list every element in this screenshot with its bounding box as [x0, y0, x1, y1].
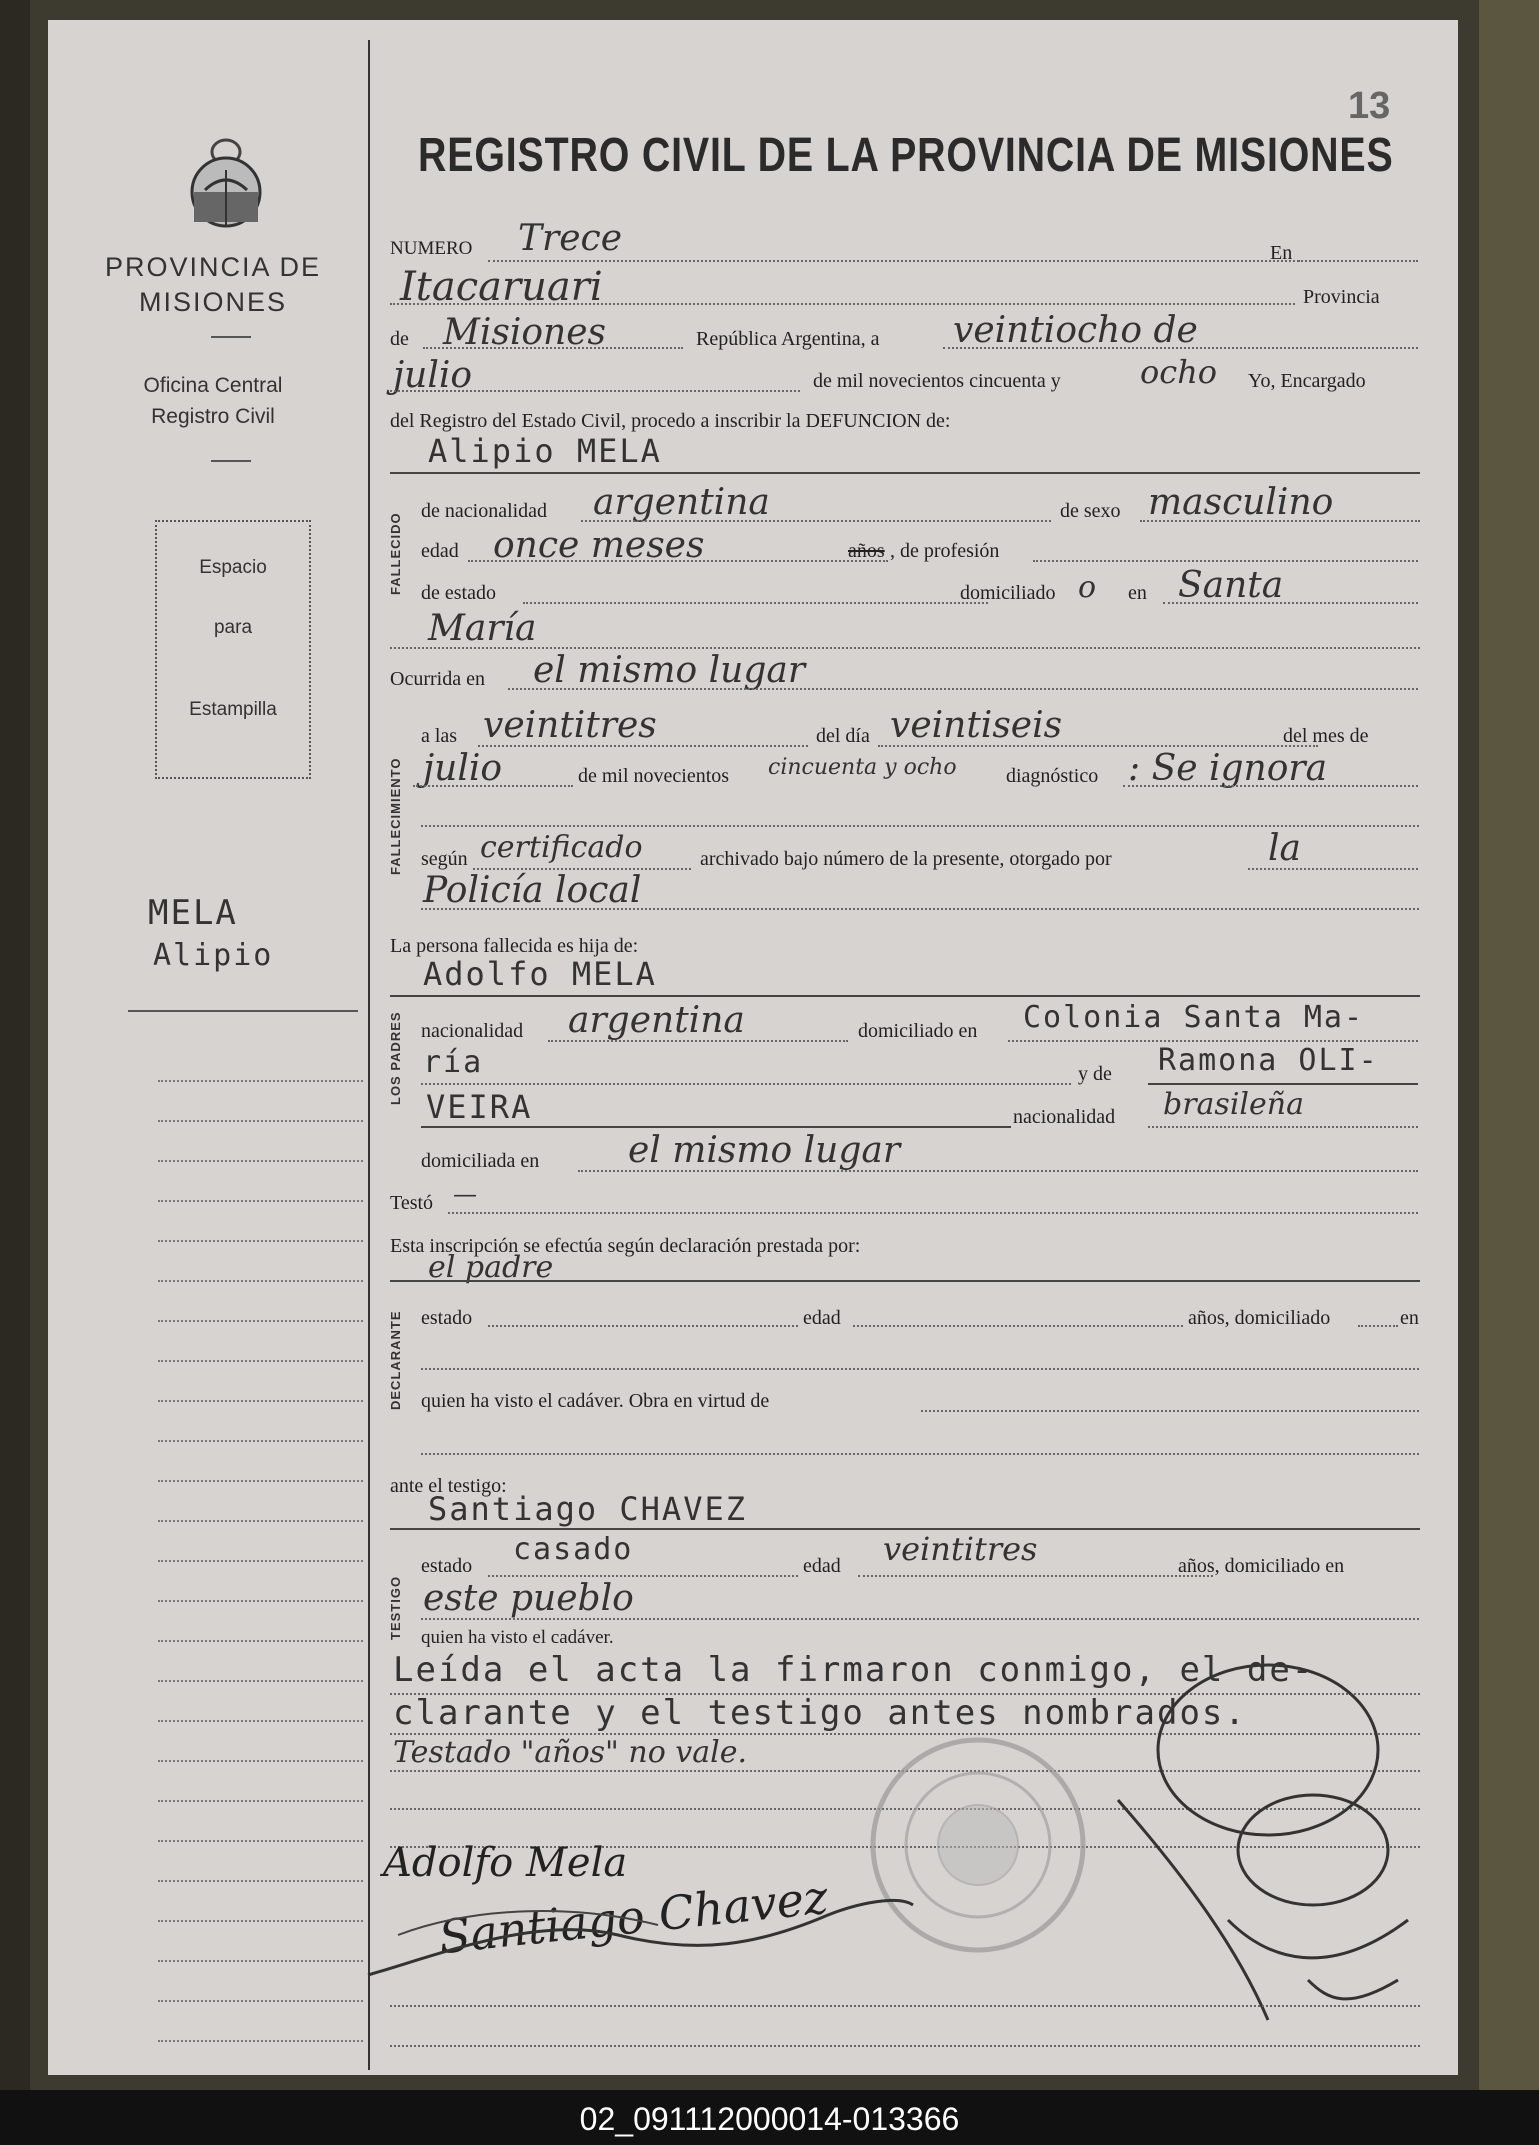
- signature-flourish: [358, 1875, 918, 1995]
- line: [448, 1212, 1418, 1214]
- line: [390, 2045, 1420, 2047]
- line: [523, 602, 988, 604]
- line: [1358, 1325, 1398, 1327]
- padre-value: Adolfo MELA: [423, 955, 657, 993]
- line: [548, 1040, 848, 1042]
- anos-dom-label: años, domiciliado: [1188, 1307, 1331, 1329]
- closing-line-2: clarante y el testigo antes nombrados.: [393, 1693, 1247, 1733]
- date-month-value: julio: [393, 355, 473, 396]
- mesde-label: del mes de: [1283, 725, 1369, 747]
- line: [508, 688, 1418, 690]
- estado2-label: estado: [421, 1307, 473, 1329]
- line: [390, 995, 1420, 997]
- left-page-edge: [0, 0, 30, 2090]
- line: [921, 1410, 1419, 1412]
- margin-note-rule: [128, 1010, 358, 1012]
- place-value: Itacaruari: [400, 264, 603, 310]
- sidebar-ruled-line: [158, 1760, 363, 1762]
- sidebar-ruled-line: [158, 1560, 363, 1562]
- section-label-fallecimiento: FALLECIMIENTO: [388, 757, 403, 875]
- line: [390, 472, 1420, 474]
- provincia-value: Misiones: [443, 312, 607, 353]
- sidebar-ruled-line: [158, 1520, 363, 1522]
- line: [488, 260, 1303, 262]
- nac-padre-label: nacionalidad: [421, 1020, 524, 1042]
- sidebar-ruled-line: [158, 1200, 363, 1202]
- domicilio-value-1: Santa: [1178, 565, 1284, 606]
- yo-label: Yo, Encargado: [1248, 370, 1366, 392]
- ocurrida-label: Ocurrida en: [390, 668, 485, 690]
- domiciliado-value: o: [1078, 570, 1097, 605]
- registro-line: del Registro del Estado Civil, procedo a inscribir la DEFUNCION de:: [390, 410, 951, 432]
- line: [488, 1325, 798, 1327]
- province-line-1: PROVINCIA DE: [104, 252, 322, 282]
- madre-value-2: VEIRA: [426, 1088, 533, 1126]
- stamp-box: [155, 520, 311, 779]
- section-label-testigo: TESTIGO: [388, 1575, 403, 1640]
- column-divider: [368, 40, 370, 2070]
- testigo-label: ante el testigo:: [390, 1475, 507, 1497]
- mes-value: julio: [423, 748, 503, 789]
- dom-testigo-value: este pueblo: [423, 1578, 634, 1619]
- sidebar-ruled-line: [158, 1600, 363, 1602]
- domiciliado-label: domiciliado: [960, 582, 1056, 604]
- line: [390, 2005, 1420, 2007]
- declarante-value: el padre: [428, 1250, 554, 1285]
- dom-padre-value-1: Colonia Santa Ma-: [1023, 1000, 1365, 1035]
- date-day-value: veintiocho de: [953, 310, 1198, 351]
- sidebar-ruled-line: [158, 1480, 363, 1482]
- line: [1123, 785, 1418, 787]
- diagnostico-value: : Se ignora: [1128, 748, 1328, 789]
- line: [478, 745, 808, 747]
- edad3-label: edad: [803, 1555, 841, 1577]
- domiciliada-label: domiciliada en: [421, 1150, 540, 1172]
- sexo-label: de sexo: [1060, 500, 1121, 522]
- edad-value: once meses: [493, 525, 705, 566]
- hora-value: veintitres: [483, 705, 657, 746]
- margin-note-name: Alipio: [153, 938, 274, 973]
- diagnostico-label: diagnóstico: [1006, 765, 1099, 787]
- sidebar-ruled-line: [158, 1840, 363, 1842]
- sidebar-ruled-line: [158, 1320, 363, 1322]
- line: [1140, 520, 1420, 522]
- sidebar-ruled-line: [158, 1680, 363, 1682]
- line: [1163, 602, 1418, 604]
- book-binding: [1479, 0, 1539, 2090]
- sidebar-ruled-line: [158, 1880, 363, 1882]
- otorgado-value-2: Policía local: [423, 870, 642, 911]
- dia-value: veintiseis: [890, 705, 1063, 746]
- line: [390, 647, 1420, 649]
- line: [468, 560, 888, 562]
- numero-label: NUMERO: [390, 238, 473, 259]
- sidebar-ruled-line: [158, 1280, 363, 1282]
- closing-line-1: Leída el acta la firmaron conmigo, el de-: [393, 1650, 1315, 1690]
- sidebar-ruled-line: [158, 1960, 363, 1962]
- office-line-1: Oficina Central: [143, 374, 283, 397]
- quien2-label: quien ha visto el cadáver.: [421, 1627, 614, 1648]
- office-line-2: Registro Civil: [151, 405, 275, 428]
- line: [943, 347, 1418, 349]
- stamp-label-1: Espacio: [199, 557, 267, 578]
- en-label: En: [1270, 242, 1293, 264]
- coat-of-arms-icon: [185, 130, 267, 230]
- sidebar-rule-2: [211, 460, 251, 462]
- sidebar-ruled-line: [158, 1720, 363, 1722]
- section-label-padres: LOS PADRES: [388, 1011, 403, 1105]
- line: [853, 1325, 1183, 1327]
- page-number: 13: [1348, 85, 1391, 127]
- ano2-value: cincuenta y ocho: [768, 755, 957, 780]
- estado3-label: estado: [421, 1555, 473, 1577]
- line: [390, 1280, 1420, 1282]
- year-value: ocho: [1140, 353, 1218, 391]
- line: [1148, 1083, 1418, 1085]
- signature-2: Santiago Chavez: [436, 1869, 831, 1965]
- sidebar-ruled-line: [158, 1920, 363, 1922]
- section-label-declarante: DECLARANTE: [388, 1310, 403, 1410]
- deldia-label: del día: [816, 725, 870, 747]
- image-caption: 02_091112000014-013366: [0, 2094, 1539, 2145]
- sidebar-ruled-line: [158, 1160, 363, 1162]
- signature-1: Adolfo Mela: [383, 1840, 628, 1886]
- stamp-label-2: para: [213, 617, 253, 638]
- testigo-value: Santiago CHAVEZ: [428, 1490, 747, 1528]
- deceased-name: Alipio MELA: [428, 432, 662, 470]
- nac-padre-value: argentina: [568, 1000, 745, 1041]
- segun-label: según: [421, 848, 468, 870]
- otorgado-value-1: la: [1268, 828, 1301, 869]
- estado3-value: casado: [513, 1532, 634, 1567]
- persona-label: La persona fallecida es hija de:: [390, 935, 639, 957]
- line: [421, 1453, 1419, 1455]
- line: [1008, 1040, 1418, 1042]
- sidebar-ruled-line: [158, 1440, 363, 1442]
- en3-label: en: [1400, 1307, 1419, 1329]
- line: [1148, 1126, 1418, 1128]
- segun-value: certificado: [480, 830, 643, 865]
- nac-madre-value: brasileña: [1163, 1087, 1304, 1122]
- sidebar-ruled-line: [158, 1360, 363, 1362]
- page-title: REGISTRO CIVIL DE LA PROVINCIA DE MISIONES: [418, 129, 1394, 182]
- sidebar-ruled-line: [158, 1080, 363, 1082]
- alas-label: a las: [421, 725, 458, 747]
- province-line-2: MISIONES: [138, 287, 288, 317]
- testo-value: —: [453, 1180, 477, 1208]
- line: [878, 745, 1318, 747]
- republica-label: República Argentina, a: [696, 328, 880, 350]
- line: [578, 1170, 1418, 1172]
- line: [421, 1126, 1011, 1128]
- dom-padre-value-2: ría: [423, 1045, 484, 1080]
- nacionalidad-value: argentina: [593, 482, 770, 523]
- madre-value-1: Ramona OLI-: [1158, 1043, 1379, 1078]
- sidebar-ruled-line: [158, 1120, 363, 1122]
- numero-value: Trece: [518, 218, 622, 259]
- section-label-fallecido: FALLECIDO: [388, 512, 403, 595]
- provincia-label: Provincia: [1303, 286, 1380, 308]
- line: [390, 303, 1295, 305]
- officer-signature: [1098, 1620, 1428, 2040]
- en-label-2: en: [1128, 582, 1147, 604]
- quien-label: quien ha visto el cadáver. Obra en virtud de: [421, 1390, 770, 1412]
- line: [421, 1083, 1071, 1085]
- line: [421, 908, 1419, 910]
- sidebar-ruled-line: [158, 1800, 363, 1802]
- yde-label: y de: [1078, 1063, 1112, 1085]
- testo-label: Testó: [390, 1192, 434, 1214]
- line: [423, 347, 683, 349]
- de-label: de: [390, 328, 409, 350]
- inscripcion-label: Esta inscripción se efectúa según declaración prestada por:: [390, 1235, 861, 1257]
- sidebar-ruled-line: [158, 2040, 363, 2042]
- sidebar-ruled-line: [158, 2000, 363, 2002]
- line: [1248, 868, 1418, 870]
- line: [390, 390, 800, 392]
- sexo-value: masculino: [1148, 482, 1334, 523]
- closing-line-3: Testado "años" no vale.: [393, 1735, 748, 1770]
- domiciliada-value: el mismo lugar: [628, 1130, 901, 1171]
- line: [581, 520, 1051, 522]
- sidebar-ruled-line: [158, 1400, 363, 1402]
- dom-padre-label: domiciliado en: [858, 1020, 978, 1042]
- sidebar-rule: [211, 336, 251, 338]
- estado-label: de estado: [421, 582, 496, 604]
- anos-struck: años: [848, 540, 885, 562]
- nacionalidad-label: de nacionalidad: [421, 500, 548, 522]
- edad-label: edad: [421, 540, 459, 562]
- profesion-label: , de profesión: [890, 540, 1000, 562]
- line: [858, 1575, 1213, 1577]
- nac-madre-label: nacionalidad: [1013, 1106, 1116, 1128]
- edad3-value: veintitres: [883, 1530, 1038, 1568]
- archivado-label: archivado bajo número de la presente, otorgado por: [700, 848, 1112, 870]
- line: [421, 1368, 1419, 1370]
- sidebar-ruled-line: [158, 1240, 363, 1242]
- mil2-label: de mil novecientos: [578, 765, 730, 787]
- line: [413, 785, 573, 787]
- line: [1298, 260, 1418, 262]
- anos-dom2-label: años, domiciliado en: [1178, 1555, 1345, 1577]
- sidebar-ruled-line: [158, 1640, 363, 1642]
- document-page: [48, 20, 1458, 2075]
- domicilio-value-2: María: [428, 608, 537, 649]
- ocurrida-value: el mismo lugar: [533, 650, 806, 691]
- margin-note-surname: MELA: [148, 893, 238, 933]
- edad2-label: edad: [803, 1307, 841, 1329]
- mil-label: de mil novecientos cincuenta y: [813, 370, 1061, 392]
- stamp-label-3: Estampilla: [189, 699, 277, 720]
- line: [1033, 560, 1418, 562]
- line: [421, 825, 1419, 827]
- line: [488, 1575, 798, 1577]
